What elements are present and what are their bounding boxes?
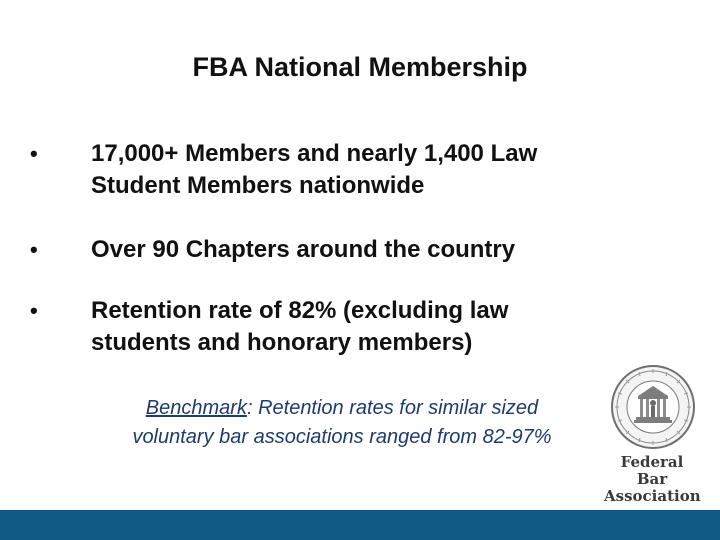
footer-bar <box>0 510 720 540</box>
fba-seal-icon <box>610 364 696 450</box>
benchmark-label: Benchmark <box>145 397 247 419</box>
bullet-marker: • <box>30 141 38 166</box>
bullet-line: students and honorary members) <box>91 329 473 356</box>
fba-wordmark-line-2: Association <box>604 487 701 505</box>
bullet-item-retention <box>30 295 630 359</box>
benchmark-text: : Retention rates for similar sized <box>246 397 539 419</box>
fba-logo <box>604 364 701 505</box>
benchmark-line-1 <box>92 394 592 423</box>
bullet-marker: • <box>30 237 38 262</box>
bullet-line: Student Members nationwide <box>91 172 425 199</box>
bullet-marker: • <box>30 298 38 323</box>
fba-wordmark-line-1: Federal Bar <box>620 453 684 488</box>
fba-wordmark <box>604 454 700 505</box>
benchmark-note <box>92 394 592 452</box>
bullet-line: Retention rate of 82% (excluding law <box>91 297 509 324</box>
bullet-line: Over 90 Chapters around the country <box>91 236 516 263</box>
bullet-line: 17,000+ Members and nearly 1,400 Law <box>91 140 538 167</box>
slide-title: FBA National Membership <box>192 52 528 82</box>
bullet-item-members <box>30 138 630 202</box>
bullet-item-chapters <box>30 234 630 266</box>
benchmark-line-2: voluntary bar associations ranged from 82-97% <box>132 426 552 448</box>
